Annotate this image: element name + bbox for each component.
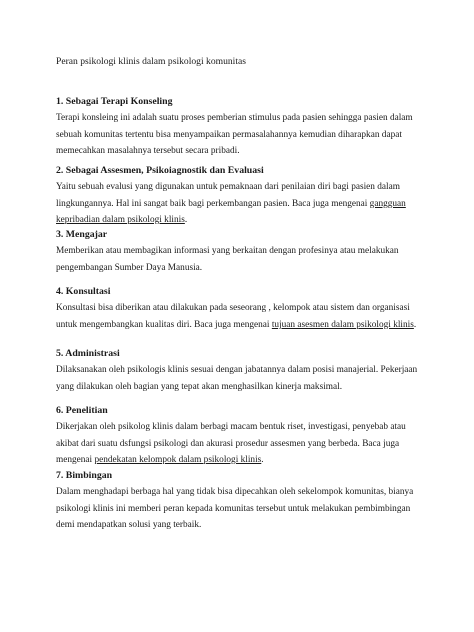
- section-heading: 7. Bimbingan: [56, 470, 113, 481]
- section-text-body: Dikerjakan oleh psikolog klinis dalam berbagi macam bentuk riset, investigasi, penyebab atau akibat dari suatu dsfungsi psikologi dan akurasi prosedur assesmen yang berbeda. Baca juga mengenai: [56, 422, 406, 465]
- related-link[interactable]: tujuan asesmen dalam psikologi klinis: [271, 319, 414, 330]
- section-terapi-konseling: [56, 96, 426, 160]
- section-text-end: .: [413, 319, 417, 330]
- section-text: [56, 179, 426, 229]
- section-text: Terapi konsleing ini adalah suatu proses pemberian stimulus pada pasien sehingga pasien dalam sebuah komunitas tertentu bisa menyampaikan permasalahannya kemudian diharapkan dapat memecahkan masalahnya tersebut secara pribadi.: [56, 113, 413, 156]
- section-text: [56, 419, 426, 469]
- section-text-end: .: [184, 215, 188, 225]
- section-mengajar: [56, 229, 426, 276]
- related-link[interactable]: pendekatan kelompok dalam psikologi klinis: [94, 455, 262, 465]
- section-konsultasi: [56, 286, 426, 333]
- section-text-body: Yaitu sebuah evalusi yang digunakan untuk pemaknaan dari penilaian diri bagi pasien dalam lingkungannya. Hal ini sangat baik bagi perkembangan pasien. Baca juga mengenai: [56, 182, 400, 209]
- section-text-end: .: [261, 455, 264, 465]
- section-heading: 2. Sebagai Assesmen, Psikoiagnostik dan Evaluasi: [56, 165, 264, 176]
- section-text: Dilaksanakan oleh psikologis klinis sesuai dengan jabatannya dalam posisi manajerial. Pekerjaan yang dilakukan oleh bagian yang tepat akan menghasilkan kinerja maksimal.: [56, 365, 418, 392]
- section-administrasi: [56, 348, 426, 395]
- section-text: Memberikan atau membagikan informasi yang berkaitan dengan profesinya atau melakukan pengembangan Sumber Daya Manusia.: [56, 246, 399, 273]
- section-text-body: Konsultasi bisa diberikan atau dilakukan pada seseorang , kelompok atau sistem dan organisasi untuk mengembangkan kualitas diri. Baca juga mengenai: [56, 303, 410, 330]
- related-link[interactable]: gangguan kepribadian dalam psikologi klinis: [56, 198, 406, 225]
- section-assesmen: [56, 165, 426, 229]
- section-heading: 6. Penelitian: [56, 405, 108, 416]
- section-text: [56, 300, 426, 333]
- section-heading: 3. Mengajar: [56, 229, 108, 240]
- section-heading: 5. Administrasi: [56, 348, 120, 359]
- document-title: Peran psikologi klinis dalam psikologi komunitas: [56, 56, 247, 67]
- section-heading: 4. Konsultasi: [56, 286, 111, 297]
- section-penelitian: [56, 405, 426, 469]
- section-text: Dalam menghadapi berbaga hal yang tidak bisa dipecahkan oleh sekelompok komunitas, bianya psikologi klinis ini memberi peran kepada komunitas tersebut untuk melakukan pembimbingan demi mendapatkan solusi yang terbaik.: [56, 487, 414, 530]
- section-bimbingan: [56, 470, 426, 534]
- section-heading: 1. Sebagai Terapi Konseling: [56, 96, 173, 107]
